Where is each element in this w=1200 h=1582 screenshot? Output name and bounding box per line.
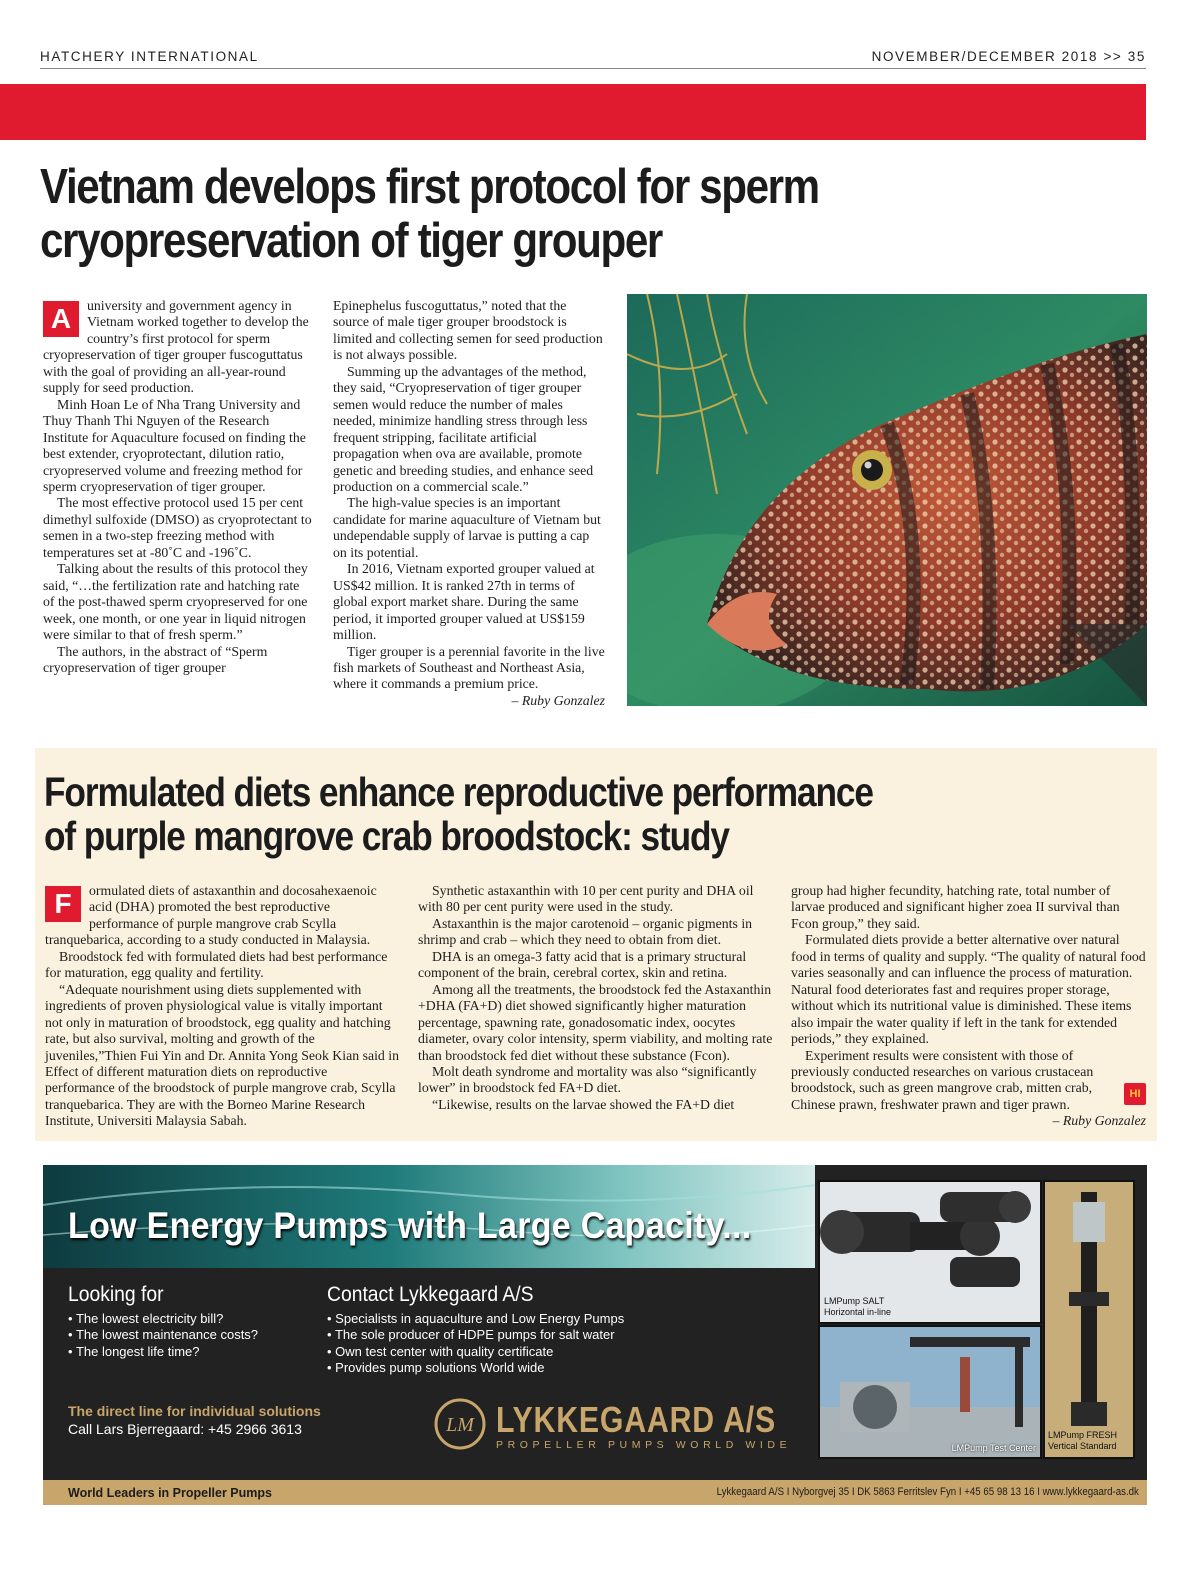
lykkegaard-logo bbox=[433, 1395, 792, 1455]
paragraph: The authors, in the abstract of “Sperm cryopreservation of tiger grouper bbox=[43, 643, 268, 675]
article1-dropcap: A bbox=[43, 301, 79, 337]
paragraph: university and government agency in Vietnam worked together to develop the country’s first protocol for sperm cryopreservation of tiger grouper fuscoguttatus with the goal of providing an all-year-round supply for seed production. bbox=[43, 298, 309, 396]
article1-headline: Vietnam develops first protocol for sperm cryopreservation of tiger grouper bbox=[40, 160, 819, 268]
red-banner bbox=[0, 84, 1146, 140]
article2-column-3 bbox=[791, 883, 1146, 1130]
paragraph: Astaxanthin is the major carotenoid – organic pigments in shrimp and crab – which they need to obtain from diet. bbox=[418, 915, 753, 948]
paragraph: Tiger grouper is a perennial favorite in the live fish markets of Southeast and Northeast Asia, where it commands a premium price. bbox=[333, 643, 605, 692]
paragraph: The most effective protocol used 15 per cent dimethyl sulfoxide (DMSO) as cryoprotectant to semen in a two-step freezing method with temperatures set at -80˚C and -196˚C. bbox=[43, 495, 312, 560]
looking-for-list bbox=[68, 1311, 258, 1360]
photo-caption: LMPump SALT Horizontal in-line bbox=[824, 1296, 892, 1317]
ad-footer bbox=[43, 1480, 1147, 1505]
list-item: • The lowest electricity bill? bbox=[68, 1311, 258, 1327]
paragraph: In 2016, Vietnam exported grouper valued at US$42 million. It is ranked 27th in terms of global export market share. During the same period, it imported grouper valued at US$159 million. bbox=[333, 561, 595, 643]
paragraph: DHA is an omega-3 fatty acid that is a primary structural component of the brain, cerebral cortex, skin and retina. bbox=[418, 948, 747, 981]
paragraph: Broodstock fed with formulated diets had best performance for maturation, egg quality and fertility. bbox=[45, 948, 388, 981]
svg-text:LM: LM bbox=[446, 1414, 474, 1436]
paragraph: Epinephelus fuscoguttatus,” noted that the source of male tiger grouper broodstock is limited and collecting semen for seed production is not always possible. bbox=[333, 298, 603, 363]
brand-tagline: PROPELLER PUMPS WORLD WIDE bbox=[496, 1439, 792, 1451]
footer-contact-info: Lykkegaard A/S I Nyborgvej 35 I DK 5863 Ferritslev Fyn I +45 65 98 13 16 I www.lykkegaard-as.dk bbox=[716, 1486, 1139, 1498]
article2-headline: Formulated diets enhance reproductive performance of purple mangrove crab broodstock: study bbox=[44, 769, 873, 859]
paragraph: Summing up the advantages of the method, they said, “Cryopreservation of tiger grouper semen would reduce the number of males needed, minimize handling stress through less frequent stripping, facilitate artificial propagation when ova are available, promote genetic and breeding studies, and enhance seed production on a commercial scale.” bbox=[333, 363, 594, 494]
publication-name: HATCHERY INTERNATIONAL bbox=[40, 49, 259, 64]
article1-column-2 bbox=[333, 298, 605, 709]
list-item: • Specialists in aquaculture and Low Energy Pumps bbox=[327, 1311, 624, 1327]
paragraph: Minh Hoan Le of Nha Trang University and Thuy Thanh Thi Nguyen of the Research Institute for Aquaculture focused on finding the best extender, cryoprotectant, dilution ratio, cryopreserved volume and freezing method for sperm cryopreservation of tiger grouper. bbox=[43, 396, 306, 494]
direct-line-text: The direct line for individual solutions bbox=[68, 1403, 321, 1419]
article2-column-1 bbox=[45, 883, 400, 1130]
vertical-pump-icon bbox=[1045, 1182, 1133, 1457]
running-header bbox=[40, 48, 1146, 69]
paragraph: Talking about the results of this protocol they said, “…the fertilization rate and hatching rate of the post-thawed sperm cryopreserved for one week, one month, or one year in liquid nitrogen were similar to that of fresh sperm.” bbox=[43, 561, 308, 643]
lm-logo-icon bbox=[433, 1397, 487, 1451]
article1-byline: – Ruby Gonzalez bbox=[511, 692, 605, 708]
pump-salt-photo bbox=[818, 1180, 1042, 1324]
paragraph: “Adequate nourishment using diets supplemented with ingredients of proven physiological value is vitally important not only in maturation of broodstock, egg quality and hatching rate, but also survival, molting and growth of the juveniles,”Thien Fui Yin and Dr. Annita Yong Seok Kian said in Effect of different maturation diets on reproductive performance of the broodstock of purple mangrove crab, Scylla tranquebarica. They are with the Borneo Marine Research Institute, Universiti Malaysia Sabah. bbox=[45, 981, 399, 1129]
photo-caption: LMPump Test Center bbox=[951, 1443, 1036, 1453]
list-item: • The longest life time? bbox=[68, 1344, 258, 1360]
ad-headline: Low Energy Pumps with Large Capacity... bbox=[68, 1205, 752, 1246]
ad-banner bbox=[43, 1165, 815, 1268]
article2-column-2 bbox=[418, 883, 774, 1113]
list-item: • Provides pump solutions World wide bbox=[327, 1360, 624, 1376]
article1-column-1 bbox=[43, 298, 313, 676]
article2-byline: – Ruby Gonzalez bbox=[1052, 1113, 1146, 1129]
paragraph: group had higher fecundity, hatching rate, total number of larvae produced and significant higher zoea II survival than Fcon group,” they said. bbox=[791, 883, 1120, 931]
paragraph: Experiment results were consistent with those of previously conducted researches on various crustacean broodstock, such as green mangrove crab, mitten crab, Chinese prawn, freshwater prawn and tiger prawn. bbox=[791, 1047, 1094, 1112]
phone-contact: Call Lars Bjerregaard: +45 2966 3613 bbox=[68, 1421, 302, 1437]
test-center-photo bbox=[818, 1325, 1042, 1459]
brand-name: LYKKEGAARD A/S bbox=[496, 1399, 777, 1440]
pump-fresh-photo bbox=[1043, 1180, 1135, 1459]
list-item: • The lowest maintenance costs? bbox=[68, 1327, 258, 1343]
paragraph: Formulated diets provide a better alternative over natural food in terms of quality and supply. “The quality of natural food varies seasonally and can influence the process of maturation. Natural food deteriorates fast and requires proper storage, without which its nutritional value is diminished. These items also impair the water quality if left in the tank for extended periods,” they explained. bbox=[791, 932, 1146, 1047]
contact-heading: Contact Lykkegaard A/S bbox=[327, 1283, 534, 1306]
list-item: • Own test center with quality certificate bbox=[327, 1344, 624, 1360]
footer-slogan: World Leaders in Propeller Pumps bbox=[68, 1486, 272, 1500]
paragraph: The high-value species is an important candidate for marine aquaculture of Vietnam but undependable supply of larvae is putting a cap on its potential. bbox=[333, 495, 601, 560]
photo-caption: LMPump FRESH Vertical Standard bbox=[1048, 1430, 1118, 1451]
lykkegaard-advertisement bbox=[43, 1165, 1147, 1505]
paragraph: Molt death syndrome and mortality was also “significantly lower” in broodstock fed FA+D diet. bbox=[418, 1063, 757, 1096]
contact-list bbox=[327, 1311, 624, 1377]
paragraph: Among all the treatments, the broodstock fed the Astaxanthin +DHA (FA+D) diet showed significantly higher maturation percentage, spawning rate, gonadosomatic index, oocytes diameter, ovary color intensity, sperm viability, and molting rate than broodstock fed diet without these substance (Fcon). bbox=[418, 981, 773, 1063]
list-item: • The sole producer of HDPE pumps for salt water bbox=[327, 1327, 624, 1343]
paragraph: Synthetic astaxanthin with 10 per cent purity and DHA oil with 80 per cent purity were used in the study. bbox=[418, 883, 754, 915]
tiger-grouper-photo bbox=[627, 294, 1147, 706]
test-center-icon bbox=[820, 1327, 1040, 1457]
hi-end-mark-icon: HI bbox=[1124, 1083, 1146, 1105]
article2-dropcap: F bbox=[45, 886, 81, 922]
issue-page-number: NOVEMBER/DECEMBER 2018 >> 35 bbox=[871, 49, 1146, 64]
paragraph: “Likewise, results on the larvae showed the FA+D diet bbox=[432, 1096, 735, 1112]
paragraph: ormulated diets of astaxanthin and docosahexaenoic acid (DHA) promoted the best reproductive performance of purple mangrove crab Scylla tranquebarica, according to a study conducted in Malaysia. bbox=[45, 883, 377, 948]
looking-for-heading: Looking for bbox=[68, 1283, 164, 1306]
